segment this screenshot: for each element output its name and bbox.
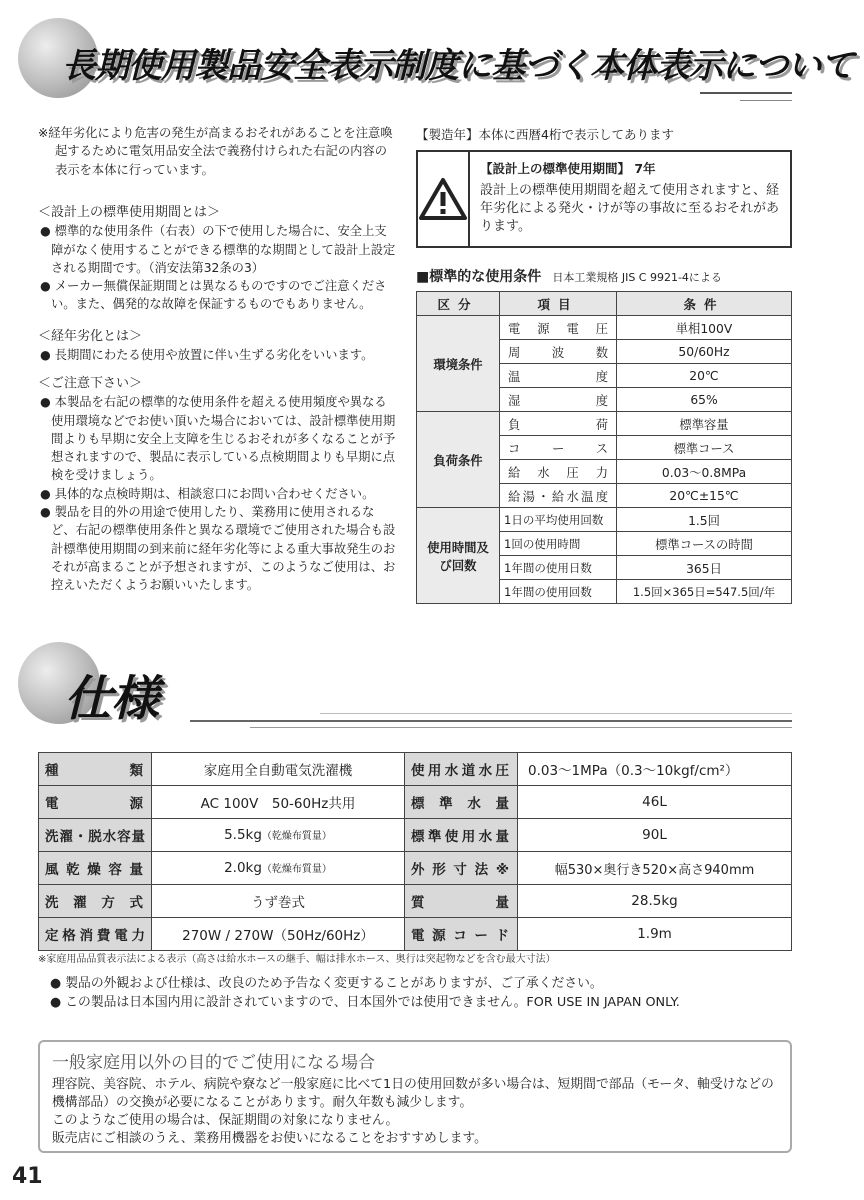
caution-item-2: 具体的な点検時期は、相談窓口にお問い合わせください。 [54, 486, 375, 501]
spec-value-note: （乾燥布質量） [261, 831, 332, 842]
table-row [39, 819, 792, 852]
page-number: 41 [12, 1164, 43, 1189]
general-use-box [38, 1040, 792, 1153]
value-cell: 50/60Hz [617, 340, 792, 364]
spec-value: 1.9m [518, 918, 792, 951]
item-cell: 1年間の使用回数 [500, 580, 617, 604]
general-use-line: 販売店にご相談のうえ、業務用機器をお使いになることをおすすめします。 [52, 1131, 487, 1146]
list-item: ● この製品は日本国内用に設計されていますので、日本国外では使用できません。FOR USE IN JAPAN ONLY. [50, 995, 680, 1010]
table-row [39, 885, 792, 918]
spec-label: 標準使用水量 [405, 819, 518, 852]
manufacture-year: 【製造年】本体に西暦4桁で表示してあります [416, 127, 674, 142]
spec-value-main: 2.0kg [224, 860, 262, 876]
spec-label: 定格消費電力 [39, 918, 152, 951]
spec-label: 使用水道水圧 [405, 753, 518, 786]
aging-item-1: 長期間にわたる使用や放置に伴い生ずる劣化をいいます。 [54, 348, 374, 363]
value-cell: 20℃ [617, 364, 792, 388]
spec-value: AC 100V 50-60Hz共用 [152, 786, 405, 819]
spec-label: 洗濯方式 [39, 885, 152, 918]
warning-box [416, 150, 792, 248]
spec-label: 風乾燥容量 [39, 852, 152, 885]
spec-value: 46L [518, 786, 792, 819]
value-cell: 0.03～0.8MPa [617, 460, 792, 484]
title-rule-2 [740, 100, 792, 101]
value-cell: 標準容量 [617, 412, 792, 436]
group-label: 負荷条件 [417, 412, 500, 508]
warning-title: 【設計上の標準使用期間】 7年 [480, 161, 656, 176]
spec-rule-2 [250, 727, 792, 728]
item-cell: 負荷 [500, 412, 617, 436]
warning-triangle-icon [418, 152, 470, 246]
table-row [417, 508, 792, 532]
section1-title: 長期使用製品安全表示制度に基づく本体表示について [62, 46, 854, 86]
spec-value: 0.03～1MPa（0.3～10kgf/cm²） [518, 753, 792, 786]
spec-value: 90L [518, 819, 792, 852]
list-item: ● 長期間にわたる使用や放置に伴い生ずる劣化をいいます。 [40, 348, 374, 363]
general-use-title: 一般家庭用以外の目的でご使用になる場合 [52, 1053, 375, 1073]
general-use-line: このようなご使用の場合は、保証期間の対象になりません。 [52, 1113, 399, 1128]
conditions-table [416, 291, 792, 604]
spec-label: 質量 [405, 885, 518, 918]
item-cell: 周波数 [500, 340, 617, 364]
spec-value: 270W / 270W（50Hz/60Hz） [152, 918, 405, 951]
item-cell: 給湯・給水温度 [500, 484, 617, 508]
spec-value: 家庭用全自動電気洗濯機 [152, 753, 405, 786]
caution-heading: ＜ご注意下さい＞ [38, 376, 143, 391]
design-item-2: メーカー無償保証期間とは異なるものですのでご注意ください。また、偶発的な故障を保証するものでもありません。 [51, 279, 387, 312]
table-row [417, 316, 792, 340]
value-cell: 20℃±15℃ [617, 484, 792, 508]
value-cell: 標準コース [617, 436, 792, 460]
section2-title: 仕様 [64, 671, 159, 727]
item-cell: 温度 [500, 364, 617, 388]
design-period-block [38, 204, 398, 314]
spec-label: 電源コード [405, 918, 518, 951]
table-row [417, 412, 792, 436]
caution-item-1: 本製品を右記の標準的な使用条件を超える使用頻度や異なる使用環境などでお使い頂いた場合においては、設計標準使用期間よりも早期に安全上支障を生じるおそれが多くなることが予想されますので、製品に表示している点検期間よりも早期に点検を受けましょう。 [51, 395, 396, 483]
spec-label: 電源 [39, 786, 152, 819]
aging-block [38, 328, 398, 365]
spec-value-note: （乾燥布質量） [261, 864, 332, 875]
item-cell: コース [500, 436, 617, 460]
title-rule [700, 92, 792, 94]
table-row [39, 852, 792, 885]
spec-value [152, 852, 405, 885]
warning-body: 設計上の標準使用期間を超えて使用されますと、経年劣化による発火・けが等の事故に至るおそれがあります。 [480, 183, 780, 234]
group-label: 使用時間及び回数 [417, 508, 500, 604]
notice-list [50, 974, 680, 1012]
conditions-title: ■標準的な使用条件 [416, 269, 542, 285]
item-cell: 湿度 [500, 388, 617, 412]
item-cell: 1回の使用時間 [500, 532, 617, 556]
spec-label: 種類 [39, 753, 152, 786]
list-item: ● メーカー無償保証期間とは異なるものですのでご注意ください。また、偶発的な故障を保証するものでもありません。 [40, 279, 387, 312]
col-header: 項目 [500, 292, 617, 316]
value-cell: 1.5回 [617, 508, 792, 532]
caution-block [38, 375, 398, 595]
item-cell: 電源電圧 [500, 316, 617, 340]
value-cell: 標準コースの時間 [617, 532, 792, 556]
spec-value: 幅530×奥行き520×高さ940mm [518, 852, 792, 885]
spec-label: 外形寸法※ [405, 852, 518, 885]
list-item: ● 製品を目的外の用途で使用したり、業務用に使用されるなど、右記の標準使用条件と異なる環境でご使用された場合も設計標準使用期間の到来前に経年劣化等による重大事故発生のおそれが高まることが予想されますが、このようなご使用は、お控えいただくようお願いいたします。 [40, 505, 396, 593]
spec-label: 洗濯・脱水容量 [39, 819, 152, 852]
table-row [39, 918, 792, 951]
spec-value: 28.5kg [518, 885, 792, 918]
value-cell: 365日 [617, 556, 792, 580]
spec-value-main: 5.5kg [224, 827, 262, 843]
spec-rule-3 [320, 713, 792, 714]
table-row [39, 753, 792, 786]
item-cell: 1年間の使用日数 [500, 556, 617, 580]
spec-rule [190, 720, 792, 722]
aging-heading: ＜経年劣化とは＞ [38, 329, 143, 344]
caution-item-3: 製品を目的外の用途で使用したり、業務用に使用されるなど、右記の標準使用条件と異なる環境でご使用された場合も設計標準使用期間の到来前に経年劣化等による重大事故発生のおそれが高まることが予想されますが、このようなご使用は、お控えいただくようお願いいたします。 [51, 505, 396, 593]
value-cell: 65% [617, 388, 792, 412]
value-cell: 単相100V [617, 316, 792, 340]
design-period-heading: ＜設計上の標準使用期間とは＞ [38, 205, 221, 220]
general-use-line: 理容院、美容院、ホテル、病院や寮など一般家庭に比べて1日の使用回数が多い場合は、短期間で部品（モータ、軸受けなどの機構部品）の交換が必要になることがあります。耐久年数も減少します。 [52, 1077, 774, 1110]
spec-table [38, 752, 792, 951]
conditions-heading [416, 266, 722, 286]
spec-footnote: ※家庭用品品質表示法による表示（高さは給水ホースの継手、幅は排水ホース、奥行は突起物などを含む最大寸法） [38, 954, 556, 965]
value-cell: 1.5回×365日=547.5回/年 [617, 580, 792, 604]
list-item: ● 本製品を右記の標準的な使用条件を超える使用頻度や異なる使用環境などでお使い頂いた場合においては、設計標準使用期間よりも早期に安全上支障を生じるおそれが多くなることが予想されますので、製品に表示している点検期間よりも早期に点検を受けましょう。 [40, 395, 396, 483]
intro-text: ※経年劣化により危害の発生が高まるおそれがあることを注意喚起するために電気用品安全法で義務付けられた右記の内容の表示を本体に行っています。 [38, 126, 393, 177]
list-item: ● 標準的な使用条件（右表）の下で使用した場合に、安全上支障がなく使用することができる標準的な期間として設計上設定される期間です。（消安法第32条の3） [40, 224, 396, 275]
table-row [39, 786, 792, 819]
group-label: 環境条件 [417, 316, 500, 412]
spec-value [152, 819, 405, 852]
design-item-1: 標準的な使用条件（右表）の下で使用した場合に、安全上支障がなく使用することができる標準的な期間として設計上設定される期間です。（消安法第32条の3） [51, 224, 396, 275]
spec-value: うず巻式 [152, 885, 405, 918]
conditions-standard: 日本工業規格 JIS C 9921-4による [552, 271, 722, 284]
intro-block [38, 124, 398, 179]
list-item: ● 製品の外観および仕様は、改良のため予告なく変更することがありますが、ご了承ください。 [50, 976, 603, 991]
notice-2: この製品は日本国内用に設計されていますので、日本国外では使用できません。FOR USE IN JAPAN ONLY. [65, 995, 680, 1010]
item-cell: 1日の平均使用回数 [500, 508, 617, 532]
col-header: 条件 [617, 292, 792, 316]
item-cell: 給水圧力 [500, 460, 617, 484]
list-item: ● 具体的な点検時期は、相談窓口にお問い合わせください。 [40, 486, 375, 501]
notice-1: 製品の外観および仕様は、改良のため予告なく変更することがありますが、ご了承ください。 [65, 976, 603, 991]
spec-label: 標準水量 [405, 786, 518, 819]
col-header: 区分 [417, 292, 500, 316]
